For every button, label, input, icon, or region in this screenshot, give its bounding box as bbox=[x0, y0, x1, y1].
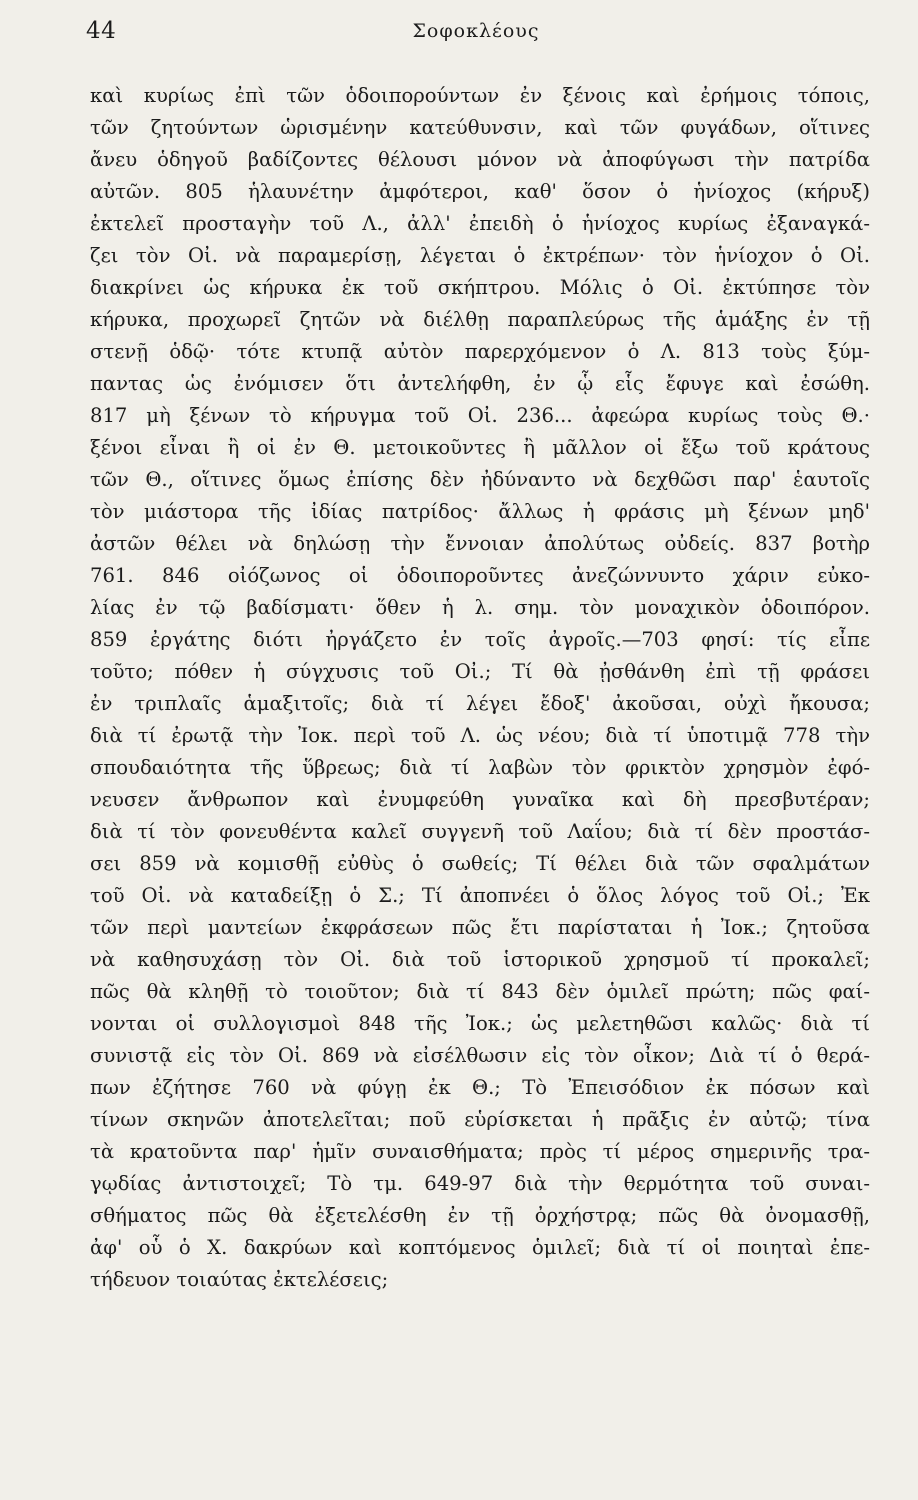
text-line: νευσεν ἄνθρωπον καὶ ἐνυμφεύθη γυναῖκα καὶ δὴ πρεσβυτέραν; bbox=[90, 788, 870, 811]
text-line: 859 ἐργάτης διότι ἠργάζετο ἐν τοῖς ἀγροῖς.—703 φησί: τίς εἶπε bbox=[90, 628, 870, 651]
running-head: Σοφοκλέους bbox=[412, 20, 540, 42]
text-line: νονται οἱ συλλογισμοὶ 848 τῆς Ἰοκ.; ὡς μελετηθῶσι καλῶς· διὰ τί bbox=[90, 1012, 870, 1035]
page-number: 44 bbox=[86, 18, 117, 44]
text-line: τὰ κρατοῦντα παρ' ἡμῖν συναισθήματα; πρὸς τί μέρος σημερινῆς τρα- bbox=[90, 1140, 870, 1163]
text-line: στενῇ ὁδῷ· τότε κτυπᾷ αὐτὸν παρερχόμενον ὁ Λ. 813 τοὺς ξύμ- bbox=[90, 340, 870, 363]
text-line: 761. 846 οἰόζωνος οἱ ὁδοιποροῦντες ἀνεζώννυντο χάριν εὐκο- bbox=[90, 564, 870, 587]
text-line: ξένοι εἶναι ἢ οἱ ἐν Θ. μετοικοῦντες ἢ μᾶλλον οἱ ἔξω τοῦ κράτους bbox=[90, 436, 870, 459]
text-line: νὰ καθησυχάσῃ τὸν Οἰ. διὰ τοῦ ἱστορικοῦ χρησμοῦ τί προκαλεῖ; bbox=[90, 948, 870, 971]
text-line: λίας ἐν τῷ βαδίσματι· ὅθεν ἡ λ. σημ. τὸν μοναχικὸν ὁδοιπόρον. bbox=[90, 596, 870, 619]
text-line: κήρυκα, προχωρεῖ ζητῶν νὰ διέλθῃ παραπλεύρως τῆς ἁμάξης ἐν τῇ bbox=[90, 308, 870, 331]
text-line: γῳδίας ἀντιστοιχεῖ; Τὸ τμ. 649-97 διὰ τὴν θερμότητα τοῦ συναι- bbox=[90, 1172, 870, 1195]
text-line: τίνων σκηνῶν ἀποτελεῖται; ποῦ εὑρίσκεται ἡ πρᾶξις ἐν αὐτῷ; τίνα bbox=[90, 1108, 870, 1131]
text-line: τὸν μιάστορα τῆς ἰδίας πατρίδος· ἄλλως ἡ φράσις μὴ ξένων μηδ' bbox=[90, 500, 870, 523]
text-line: πῶς θὰ κληθῇ τὸ τοιοῦτον; διὰ τί 843 δὲν ὁμιλεῖ πρώτη; πῶς φαί- bbox=[90, 980, 870, 1003]
text-line: τήδευον τοιαύτας ἐκτελέσεις; bbox=[90, 1268, 389, 1291]
text-line: πων ἐζήτησε 760 νὰ φύγῃ ἐκ Θ.; Τὸ Ἐπεισόδιον ἐκ πόσων καὶ bbox=[90, 1076, 870, 1099]
commentary-text bbox=[90, 80, 870, 1296]
text-line: διακρίνει ὡς κήρυκα ἐκ τοῦ σκήπτρου. Μόλις ὁ Οἰ. ἐκτύπησε τὸν bbox=[90, 276, 870, 299]
text-line: σπουδαιότητα τῆς ὕβρεως; διὰ τί λαβὼν τὸν φρικτὸν χρησμὸν ἐφό- bbox=[90, 756, 870, 779]
text-line: σθήματος πῶς θὰ ἐξετελέσθη ἐν τῇ ὀρχήστρᾳ; πῶς θὰ ὀνομασθῇ, bbox=[90, 1204, 870, 1227]
text-line: 817 μὴ ξένων τὸ κήρυγμα τοῦ Οἰ. 236... ἀφεώρα κυρίως τοὺς Θ.· bbox=[90, 404, 870, 427]
text-line: αὐτῶν. 805 ἡλαυνέτην ἀμφότεροι, καθ' ὅσον ὁ ἡνίοχος (κήρυξ) bbox=[90, 180, 870, 203]
text-line: τοῦ Οἰ. νὰ καταδείξῃ ὁ Σ.; Τί ἀποπνέει ὁ ὅλος λόγος τοῦ Οἰ.; Ἐκ bbox=[90, 884, 870, 907]
text-line: τῶν ζητούντων ὡρισμένην κατεύθυνσιν, καὶ τῶν φυγάδων, οἵτινες bbox=[90, 116, 870, 139]
text-line: παντας ὡς ἐνόμισεν ὅτι ἀντελήφθη, ἐν ᾧ εἷς ἔφυγε καὶ ἐσώθη. bbox=[90, 372, 870, 395]
text-line: ζει τὸν Οἰ. νὰ παραμερίσῃ, λέγεται ὁ ἐκτρέπων· τὸν ἡνίοχον ὁ Οἰ. bbox=[90, 244, 870, 267]
text-line: καὶ κυρίως ἐπὶ τῶν ὁδοιπορούντων ἐν ξένοις καὶ ἐρήμοις τόποις, bbox=[90, 84, 870, 107]
text-line: ἀστῶν θέλει νὰ δηλώσῃ τὴν ἔννοιαν ἀπολύτως οὐδείς. 837 βοτὴρ bbox=[90, 532, 870, 555]
text-line: τῶν Θ., οἵτινες ὅμως ἐπίσης δὲν ἠδύναντο νὰ δεχθῶσι παρ' ἑαυτοῖς bbox=[90, 468, 870, 491]
text-line: σει 859 νὰ κομισθῇ εὐθὺς ὁ σωθείς; Τί θέλει διὰ τῶν σφαλμάτων bbox=[90, 852, 870, 875]
page-header bbox=[86, 14, 866, 48]
text-line: ἀφ' οὗ ὁ Χ. δακρύων καὶ κοπτόμενος ὁμιλεῖ; διὰ τί οἱ ποιηταὶ ἐπε- bbox=[90, 1236, 870, 1259]
text-line: ἄνευ ὁδηγοῦ βαδίζοντες θέλουσι μόνον νὰ ἀποφύγωσι τὴν πατρίδα bbox=[90, 148, 870, 171]
text-line: διὰ τί ἐρωτᾷ τὴν Ἰοκ. περὶ τοῦ Λ. ὡς νέου; διὰ τί ὑποτιμᾷ 778 τὴν bbox=[90, 724, 870, 747]
text-line: ἐκτελεῖ προσταγὴν τοῦ Λ., ἀλλ' ἐπειδὴ ὁ ἡνίοχος κυρίως ἐξαναγκά- bbox=[90, 212, 870, 235]
text-line: συνιστᾷ εἰς τὸν Οἰ. 869 νὰ εἰσέλθωσιν εἰς τὸν οἶκον; Διὰ τί ὁ θερά- bbox=[90, 1044, 870, 1067]
text-line: τῶν περὶ μαντείων ἐκφράσεων πῶς ἔτι παρίσταται ἡ Ἰοκ.; ζητοῦσα bbox=[90, 916, 870, 939]
text-line: διὰ τί τὸν φονευθέντα καλεῖ συγγενῆ τοῦ Λαΐου; διὰ τί δὲν προστάσ- bbox=[90, 820, 870, 843]
text-line: τοῦτο; πόθεν ἡ σύγχυσις τοῦ Οἰ.; Τί θὰ ᾐσθάνθη ἐπὶ τῇ φράσει bbox=[90, 660, 870, 683]
text-line: ἐν τριπλαῖς ἁμαξιτοῖς; διὰ τί λέγει ἔδοξ' ἀκοῦσαι, οὐχὶ ἤκουσα; bbox=[90, 692, 870, 715]
